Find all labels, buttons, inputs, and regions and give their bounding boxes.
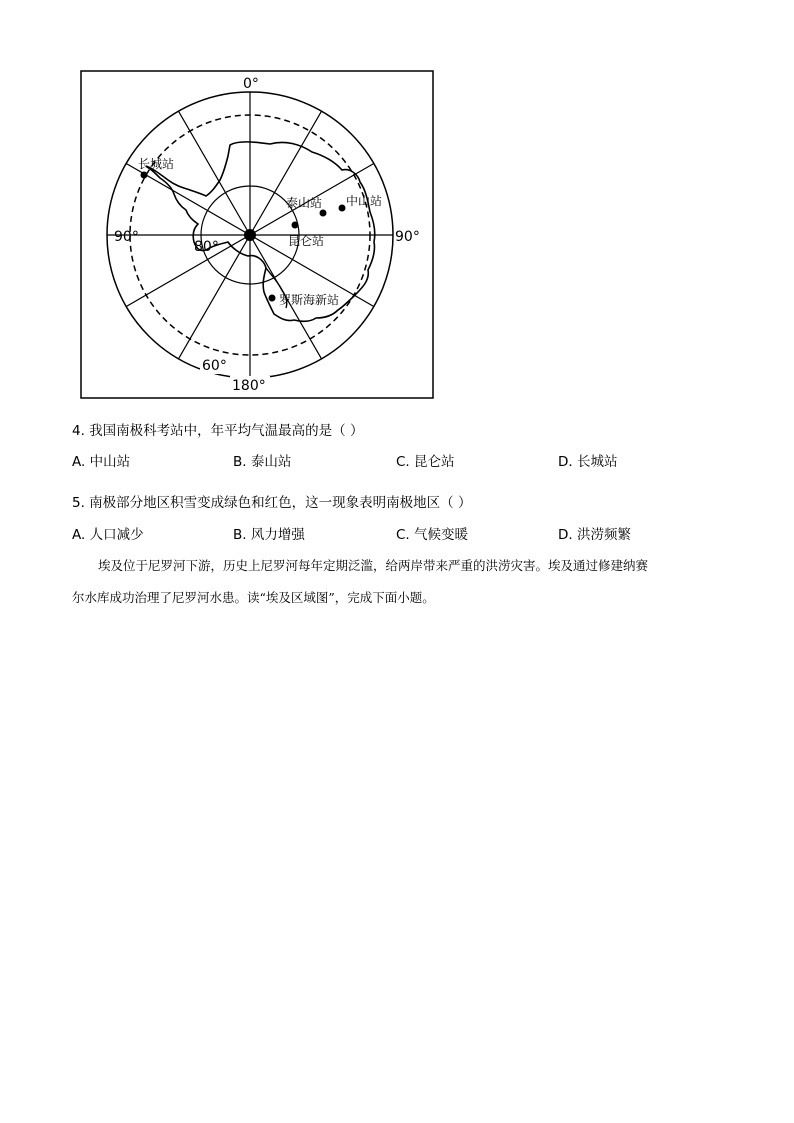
q4-option-d[interactable]: D. 长城站 bbox=[558, 454, 618, 470]
q5-option-c[interactable]: C. 气候变暖 bbox=[396, 527, 469, 543]
lon-90-left-label: 90° bbox=[114, 229, 139, 245]
q4-option-b[interactable]: B. 泰山站 bbox=[233, 454, 292, 470]
lon-0-label: 0° bbox=[243, 76, 259, 92]
q4-option-a[interactable]: A. 中山站 bbox=[72, 454, 131, 470]
south-pole-dot bbox=[244, 229, 256, 241]
q5-option-a[interactable]: A. 人口减少 bbox=[72, 527, 144, 543]
question-4-stem: 4. 我国南极科考站中，年平均气温最高的是（ ） bbox=[72, 423, 364, 439]
zhongshan-station-dot bbox=[339, 205, 346, 212]
changcheng-station-dot bbox=[141, 172, 148, 179]
luosihai-station-dot bbox=[269, 295, 276, 302]
q5-option-b[interactable]: B. 风力增强 bbox=[233, 527, 305, 543]
lat-60-label: 60° bbox=[202, 358, 227, 374]
passage-line-1: 埃及位于尼罗河下游，历史上尼罗河每年定期泛滥，给两岸带来严重的洪涝灾害。埃及通过修建纳赛 bbox=[98, 558, 649, 573]
q5-option-d[interactable]: D. 洪涝频繁 bbox=[558, 527, 631, 543]
passage-line-2: 尔水库成功治理了尼罗河水患。读“埃及区域图”，完成下面小题。 bbox=[72, 590, 435, 605]
taishan-station-dot bbox=[320, 210, 327, 217]
kunlun-station-dot bbox=[292, 222, 299, 229]
lon-180-label: 180° bbox=[232, 378, 266, 394]
kunlun-label: 昆仑站 bbox=[288, 234, 325, 248]
map-svg bbox=[80, 70, 434, 399]
luosihai-label: 罗斯海新站 bbox=[279, 293, 340, 307]
question-5-stem: 5. 南极部分地区积雪变成绿色和红色，这一现象表明南极地区（ ） bbox=[72, 495, 472, 511]
antarctica-map bbox=[80, 70, 434, 399]
lat-80-label: 80° bbox=[194, 239, 219, 255]
taishan-label: 泰山站 bbox=[286, 196, 323, 210]
zhongshan-label: 中山站 bbox=[346, 194, 383, 208]
q4-option-c[interactable]: C. 昆仑站 bbox=[396, 454, 455, 470]
changcheng-label: 长城站 bbox=[138, 157, 175, 171]
lon-90-right-label: 90° bbox=[395, 229, 420, 245]
